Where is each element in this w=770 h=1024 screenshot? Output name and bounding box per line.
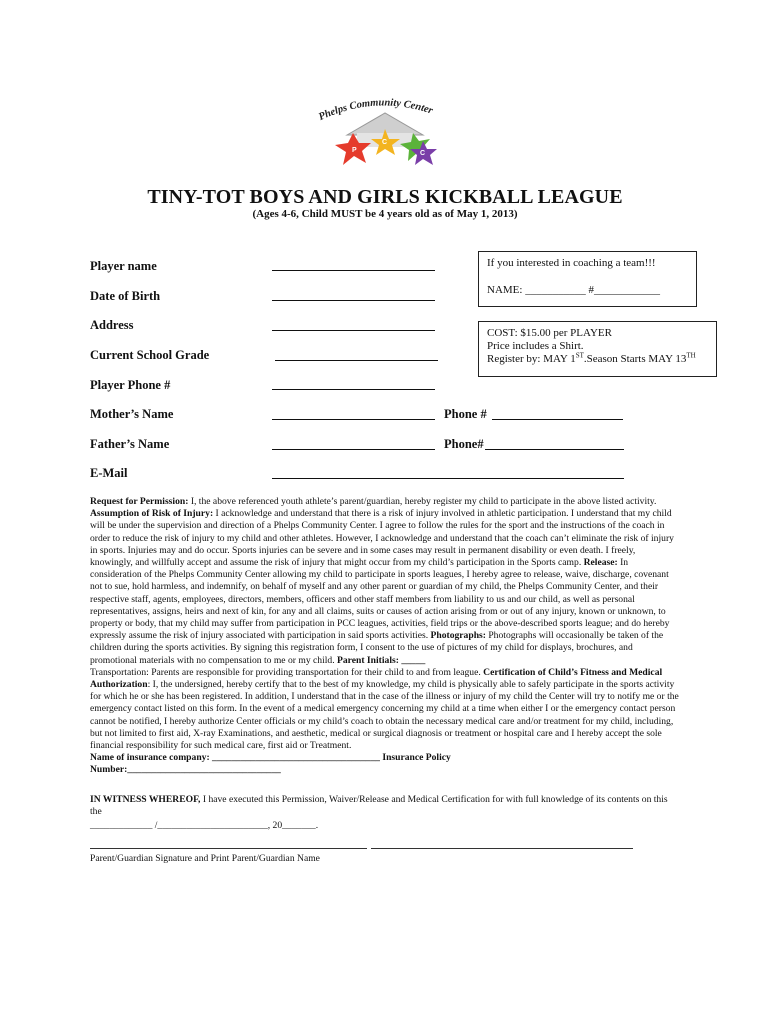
- father-phone-label: Phone#: [444, 437, 484, 451]
- player-phone-line[interactable]: [272, 377, 435, 390]
- document-title: TINY-TOT BOYS AND GIRLS KICKBALL LEAGUE: [147, 186, 623, 208]
- mother-name-label: Mother’s Name: [90, 407, 174, 421]
- parent-initials: Parent Initials: _____: [337, 654, 426, 666]
- address-label: Address: [90, 318, 134, 332]
- coaching-box: [478, 251, 697, 307]
- svg-text:P: P: [352, 147, 357, 154]
- insurance-company-field[interactable]: Name of insurance company: ___________________________________ Insurance Policy: [90, 752, 451, 764]
- signature-line[interactable]: [90, 848, 367, 849]
- cost-text: COST: $15.00 per PLAYER: [487, 327, 612, 339]
- insurance-number-field[interactable]: Number:________________________________: [90, 764, 281, 776]
- svg-text:C: C: [420, 150, 426, 157]
- svg-text:C: C: [382, 139, 388, 146]
- address-line[interactable]: [272, 318, 435, 331]
- phelps-community-center-logo: [305, 95, 465, 175]
- coaching-name-field[interactable]: NAME: ___________ #____________: [487, 284, 660, 296]
- father-name-label: Father’s Name: [90, 437, 170, 451]
- email-line[interactable]: [272, 466, 624, 479]
- grade-line[interactable]: [275, 348, 438, 361]
- date-line[interactable]: _____________ /_______________________, 20_______.: [90, 820, 319, 831]
- registration-dates: Register by: MAY 1ST.Season Starts MAY 13TH: [487, 351, 696, 365]
- player-name-label: Player name: [90, 259, 157, 273]
- shirt-text: Price includes a Shirt.: [487, 340, 584, 352]
- player-name-line[interactable]: [272, 258, 435, 271]
- cost-box: [478, 321, 717, 377]
- mother-phone-line[interactable]: [492, 407, 623, 420]
- signature-label: Parent/Guardian Signature and Print Parent/Guardian Name: [90, 853, 320, 864]
- player-phone-label: Player Phone #: [90, 378, 171, 392]
- document-subtitle: (Ages 4-6, Child MUST be 4 years old as of May 1, 2013): [252, 208, 518, 220]
- dob-line[interactable]: [272, 288, 435, 301]
- mother-phone-label: Phone #: [444, 407, 487, 421]
- email-label: E-Mail: [90, 466, 128, 480]
- father-phone-line[interactable]: [485, 437, 624, 450]
- mother-name-line[interactable]: [272, 407, 435, 420]
- father-name-line[interactable]: [272, 437, 435, 450]
- svg-text:Phelps Community Center: Phelps Community Center: [317, 97, 435, 124]
- dob-label: Date of Birth: [90, 289, 161, 303]
- coaching-prompt: If you interested in coaching a team!!!: [487, 257, 656, 269]
- witness-text: IN WITNESS WHEREOF, I have executed this Permission, Waiver/Release and Medical Certification for with full knowledge of its contents on this the: [90, 794, 668, 818]
- print-name-line[interactable]: [371, 848, 633, 849]
- waiver-text: Request for Permission: I, the above referenced youth athlete’s parent/guardian, hereby register my child to participate in the above listed activity. Assumption of Risk of Injury: I acknowledge and understand that there is a risk of injury involved in athletic participation. I understand that my child will be under the supervision and direction of a Phelps Community Center. I agree to follow the rules for the sport and the instructions of the coach in order to reduce the risk of injury to my child and other athletes. However, I acknowledge and understand that the coach can’t eliminate the risk of injury in sports. Injuries may and do occur. Sports injuries can be severe and in some cases may result in permanent disability or even death. I freely, knowingly, and willfully accept and assume the risk of injury that might occur from my child’s participation in the Sports camp. Release: In consideration of the Phelps Community Center allowing my child to participate in sports leagues, I hereby agree to release, waive, discharge, covenant not to sue, hold harmless, and indemnify, on behalf of myself and any other parent or guardian of my child, the Phelps Community Center, and their respective staff, agents, employees, directors, members, officers and other staff members from liability to us and our child, as well as personal representatives, assigns, heirs and next of kin, for any and all claims, suits or causes of action arising from or out of any injury, known or unknown, to property or body, that my child may suffer from participation in PCC leagues, activities, field trips or the above-described sports league; and do hereby expressly assume the risk of injury associated with participation in said sports activities. Photographs: Photographs will occasionally be taken of the children during the sports activities. By signing this registration form, I consent to the use of pictures of my child for displays, brochures, and promotional materials with no compensation to me or my child. Parent Initials: _____ Transportation: Parents are responsible for providing transportation for their child to and from league. Certification of Child’s Fitness and Medical Authorization: I, the undersigned, hereby certify that to the best of my knowledge, my child is physically able to safely participate in the sports activity for which he or she has been registered. In addition, I understand that in the case of the illness or injury of my child the Center will try to notify me or the emergency contact listed on this form. In the event of a medical emergency concerning my child at a time when either I or the emergency contact person cannot be notified, I hereby authorize Center officials or my child’s coach to obtain the necessary medical care and/or treatment for my child, including, but not limited to first aid, X-ray Examinations, and aesthetic, medical or surgical diagnosis or treatment or hospital care and I hereby accept the sole financial responsibility for such medical care, first aid or Treatment. Name of insurance company: ___________________________________ Insurance Policy Number:________________________________: [90, 496, 679, 776]
- grade-label: Current School Grade: [90, 348, 210, 362]
